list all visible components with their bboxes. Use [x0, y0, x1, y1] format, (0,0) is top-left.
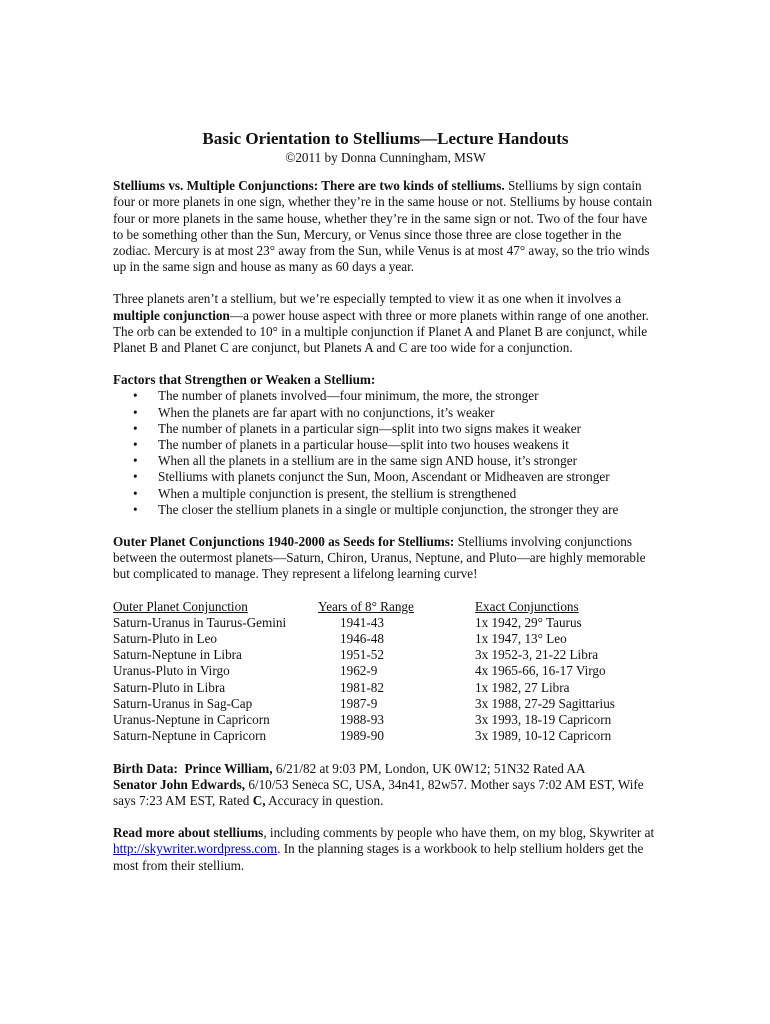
table-cell: Saturn-Uranus in Sag-Cap [113, 695, 253, 711]
bullet-icon: • [133, 501, 138, 517]
william-data: 6/21/82 at 9:03 PM, London, UK 0W12; 51N32 Rated AA [272, 760, 586, 776]
birth-data-label: Birth Data: [113, 760, 178, 776]
list-item-text: When the planets are far apart with no conjunctions, it’s weaker [158, 404, 495, 420]
factors-list [113, 388, 658, 518]
list-item-text: When a multiple conjunction is present, the stellium is strengthened [158, 485, 517, 501]
table-cell: 4x 1965-66, 16-17 Virgo [475, 663, 606, 679]
table-header-row [113, 599, 658, 615]
table-cell [318, 712, 475, 728]
table-row [113, 680, 658, 696]
table-cell: 3x 1988, 27-29 Sagittarius [475, 695, 615, 711]
table-cell: Uranus-Neptune in Capricorn [113, 712, 270, 728]
table-cell [318, 631, 475, 647]
table-cell-years: 1987-9 [340, 695, 378, 711]
list-item [113, 453, 658, 469]
bullet-icon: • [133, 485, 138, 501]
bullet-icon: • [133, 420, 138, 436]
list-item-text: The number of planets involved—four minimum, the more, the stronger [158, 388, 539, 404]
bullet-icon: • [133, 388, 138, 404]
table-cell [318, 696, 475, 712]
column-header-conjunction: Outer Planet Conjunction [113, 598, 248, 614]
conjunction-table [113, 599, 658, 745]
table-cell: Saturn-Uranus in Taurus-Gemini [113, 614, 287, 630]
bullet-icon: • [133, 437, 138, 453]
table-row [113, 696, 658, 712]
table-row [113, 631, 658, 647]
list-item [113, 388, 658, 404]
outer-text: Stelliums involving conjunctions between the outermost planets—Saturn, Chiron, Uranus, Neptune, and Pluto—are highly memorable but complicated to manage. They represent a lifelong learning curve! [113, 534, 646, 582]
list-item [113, 486, 658, 502]
table-cell-years: 1962-9 [340, 663, 378, 679]
table-cell-years: 1941-43 [340, 614, 384, 630]
multiple-conjunction-paragraph [113, 291, 658, 356]
table-cell [318, 647, 475, 663]
page-title: Basic Orientation to Stelliums—Lecture Handouts [202, 129, 569, 148]
list-item [113, 469, 658, 485]
outer-planets-paragraph [113, 534, 658, 583]
byline: ©2011 by Donna Cunningham, MSW [285, 150, 486, 165]
list-item-text: The number of planets in a particular sign—split into two signs makes it weaker [158, 420, 582, 436]
table-row [113, 728, 658, 744]
list-item-text: The number of planets in a particular house—split into two houses weakens it [158, 437, 569, 453]
table-row [113, 712, 658, 728]
table-cell: 3x 1952-3, 21-22 Libra [475, 647, 599, 663]
table-cell: Saturn-Pluto in Libra [113, 679, 226, 695]
bullet-icon: • [133, 404, 138, 420]
table-cell: Saturn-Neptune in Capricorn [113, 728, 267, 744]
read-more-text-end: . In the planning stages is a workbook to help stellium holders get the most from their stellium. [113, 841, 644, 873]
bullet-icon: • [133, 469, 138, 485]
table-row [113, 615, 658, 631]
edwards-accuracy: Accuracy in question. [265, 792, 384, 808]
edwards-data: 6/10/53 Seneca SC, USA, 34n41, 82w57. Mother says 7:02 AM EST, Wife says 7:23 AM EST, Rated [113, 776, 644, 808]
table-cell: Saturn-Neptune in Libra [113, 647, 242, 663]
table-cell [318, 615, 475, 631]
table-cell-years: 1989-90 [340, 728, 384, 744]
table-cell: 1x 1947, 13° Leo [475, 631, 567, 647]
handout-page [113, 128, 658, 890]
list-item [113, 405, 658, 421]
list-item [113, 437, 658, 453]
table-cell [318, 680, 475, 696]
table-cell-years: 1946-48 [340, 631, 384, 647]
birth-data-paragraph [113, 761, 658, 810]
column-header-exact: Exact Conjunctions [475, 598, 579, 614]
table-cell: Saturn-Pluto in Leo [113, 631, 218, 647]
william-name: Prince William, [184, 760, 273, 776]
table-row [113, 647, 658, 663]
list-item-text: Stelliums with planets conjunct the Sun, Moon, Ascendant or Midheaven are stronger [158, 469, 610, 485]
list-item-text: When all the planets in a stellium are in the same sign AND house, it’s stronger [158, 453, 577, 469]
list-item-text: The closer the stellium planets in a single or multiple conjunction, the stronger they are [158, 501, 619, 517]
mc-text-after: —a power house aspect with three or more planets within range of one another. The orb can be extended to 10° in a multiple conjunction if Planet A and Planet B are conjunct, while Planet B and Planet C are conjunct, but Planets A and C are too wide for a conjunction. [113, 307, 649, 356]
intro-text: Stelliums by sign contain four or more planets in one sign, whether they’re in the same house or not. Stelliums by house contain four or more planets in the same house, whether they’re in the same sign or not. Two of the four have to be something other than the Sun, Mercury, or Venus since those three are close together in the zodiac. Mercury is at most 23° away from the Sun, while Venus is at most 47° away, so the trio winds up in the same sign and house as many as 60 days a year. [113, 178, 653, 275]
edwards-name: Senator John Edwards, [113, 776, 246, 792]
table-row [113, 663, 658, 679]
table-cell: 3x 1989, 10-12 Capricorn [475, 728, 612, 744]
table-cell: 1x 1942, 29° Taurus [475, 614, 582, 630]
list-item [113, 421, 658, 437]
table-cell: 3x 1993, 18-19 Capricorn [475, 712, 612, 728]
factors-heading: Factors that Strengthen or Weaken a Stellium: [113, 372, 376, 388]
table-cell: Uranus-Pluto in Virgo [113, 663, 230, 679]
blog-link[interactable]: http://skywriter.wordpress.com [113, 841, 278, 857]
bullet-icon: • [133, 453, 138, 469]
read-more-text: , including comments by people who have them, on my blog, Skywriter at [263, 825, 655, 841]
column-header-years: Years of 8° Range [318, 598, 414, 614]
edwards-rating: C, [252, 792, 266, 808]
read-more-lead: Read more about stelliums [113, 825, 264, 841]
table-cell [318, 728, 475, 744]
table-cell [318, 663, 475, 679]
intro-lead: Stelliums vs. Multiple Conjunctions: There are two kinds of stelliums. [113, 178, 505, 194]
list-item [113, 502, 658, 518]
mc-text-before: Three planets aren’t a stellium, but we’re especially tempted to view it as one when it involves a [113, 291, 622, 307]
mc-term: multiple conjunction [113, 307, 230, 323]
intro-paragraph [113, 178, 658, 275]
table-cell-years: 1981-82 [340, 679, 384, 695]
read-more-paragraph [113, 825, 658, 874]
table-cell-years: 1988-93 [340, 712, 384, 728]
table-cell: 1x 1982, 27 Libra [475, 679, 570, 695]
table-cell-years: 1951-52 [340, 647, 384, 663]
outer-lead: Outer Planet Conjunctions 1940-2000 as Seeds for Stelliums: [113, 534, 455, 550]
